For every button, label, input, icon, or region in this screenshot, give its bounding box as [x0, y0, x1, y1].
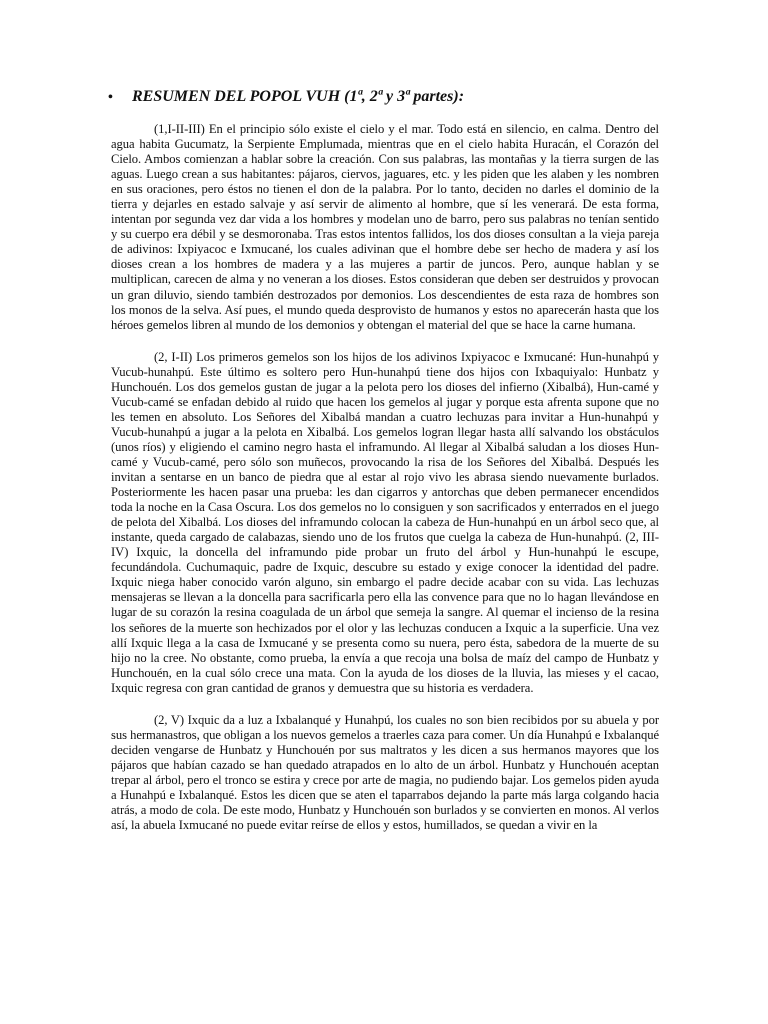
paragraph-part-2: (2, I-II) Los primeros gemelos son los hijos de los adivinos Ixpiyacoc e Ixmucané: Hun-hunahpú y Vucub-hunahpú. Este último es soltero pero Hun-hunahpú tiene dos hijos con Ixbaquiyalo: Hunbatz y Hunchouén. Los dos gemelos gustan de jugar a la pelota pero los dioses del infierno (Xibalbá), Hun-camé y Vucub-camé se enfadan debido al ruido que hacen los gemelos al jugar y porque esta afrenta supone que no les temen en absoluto. Los Señores del Xibalbá mandan a cuatro lechuzas para invitar a Hun-hunahpú y Vucub-hunahpú a jugar a la pelota en Xibalbá. Los gemelos logran llegar hasta allí salvando los obstáculos (unos ríos) y eligiendo el camino negro hasta el inframundo. Al llegar al Xibalbá saludan a los dioses Hun-camé y Vucub-camé, pero sólo son muñecos, provocando la risa de los Señores del Xibalbá. Después les invitan a sentarse en un banco de piedra que al estar al rojo vivo les abrasa siendo nuevamente burlados. Posteriormente les hacen pasar una prueba: les dan cigarros y antorchas que deben permanecer encendidos toda la noche en la Casa Oscura. Los dos gemelos no lo consiguen y son sacrificados y enterrados en el juego de pelota del Xibalbá. Los dioses del inframundo colocan la cabeza de Hun-hunahpú en un árbol seco que, al instante, queda cargado de calabazas, siendo uno de los frutos que cuelga la cabeza de Hun-hunahpú. (2, III-IV) Ixquic, la doncella del inframundo pide probar un fruto del árbol y Hun-hunahpú le escupe, fecundándola. Cuchumaquic, padre de Ixquic, descubre su estado y exige conocer la identidad del padre. Ixquic niega haber conocido varón alguno, sin embargo el padre decide acabar con su vida. Las lechuzas mensajeras se llevan a la doncella para sacrificarla pero ella las convence para que no lo hagan llevándose en lugar de su corazón la resina coagulada de un árbol que semeja la sangre. Al quemar el incienso de la resina los señores de la muerte son hechizados por el olor y las lechuzas conducen a Ixquic a la superficie. Una vez allí Ixquic llega a la casa de Ixmucané y se presenta como su nuera, pero ésta, sabedora de la muerte de su hijo no la cree. No obstante, como prueba, la envía a que recoja una bolsa de maíz del campo de Hunbatz y Hunchouén, en la cual sólo crece una mata. Con la ayuda de los dioses de la lluvia, las mieses y el cacao, Ixquic regresa con gran cantidad de granos y demuestra que su historia es verdadera. — [111, 349, 659, 695]
section-heading — [108, 86, 668, 109]
paragraph-part-1: (1,I-II-III) En el principio sólo existe el cielo y el mar. Todo está en silencio, en calma. Dentro del agua habita Gucumatz, la Serpiente Emplumada, mientras que en el cielo habita Huracán, el Corazón del Cielo. Ambos comienzan a hablar sobre la creación. Con sus palabras, las montañas y la tierra surgen de las aguas. Luego crean a sus habitantes: pájaros, ciervos, jaguares, etc. y les piden que les alaben y les nombren en sus oraciones, pero éstos no tienen el don de la palabra. Por lo tanto, deciden no darles el dominio de la tierra y dejarles en estado salvaje y así servir de alimento al hombre, que sí les venerará. De esta forma, intentan por segunda vez dar vida a los hombres y modelan uno de barro, pero sus palabras no tenían sentido y su cuerpo era débil y se desmoronaba. Tras estos intentos fallidos, los dos dioses consultan a la vieja pareja de adivinos: Ixpiyacoc e Ixmucané, los cuales adivinan que el hombre debe ser hecho de madera y así los dioses crean a los hombres de madera y a las mujeres a partir de juncos. Pero, aunque hablan y se multiplican, carecen de alma y no veneran a los dioses. Estos consideran que deben ser destruidos y provocan un gran diluvio, siendo también destrozados por demonios. Los descendientes de esta raza de hombres son los monos de la selva. Así pues, el mundo queda desprovisto de humanos y estos no aparecerán hasta que los héroes gemelos libren al mundo de los demonios y obtengan el material del que se hace la carne humana. — [111, 122, 659, 332]
paragraph-part-3: (2, V) Ixquic da a luz a Ixbalanqué y Hunahpú, los cuales no son bien recibidos por su abuela y por sus hermanastros, que obligan a los nuevos gemelos a traerles caza para comer. Un día Hunahpú e Ixbalanqué deciden vengarse de Hunbatz y Hunchouén por sus maltratos y les dicen a sus hermanos mayores que los pájaros que habían cazado se han quedado atrapados en lo alto de un árbol. Hunbatz y Hunchouén aceptan trepar al árbol, pero el tronco se estira y crece por arte de magia, no pudiendo bajar. Los gemelos piden ayuda a Hunahpú e Ixbalanqué. Estos les dicen que se aten el taparrabos dejando la parte más larga colgando hacia atrás, a modo de cola. De este modo, Hunbatz y Hunchouén son burlados y se convierten en monos. Al verlos así, la abuela Ixmucané no puede evitar reírse de ellos y estos, humillados, se quedan a vivir en la — [111, 712, 659, 833]
document-body — [111, 122, 659, 850]
bullet-icon: • — [108, 90, 113, 105]
heading-title: RESUMEN DEL POPOL VUH (1ª, 2ª y 3ª partes): — [132, 88, 465, 105]
